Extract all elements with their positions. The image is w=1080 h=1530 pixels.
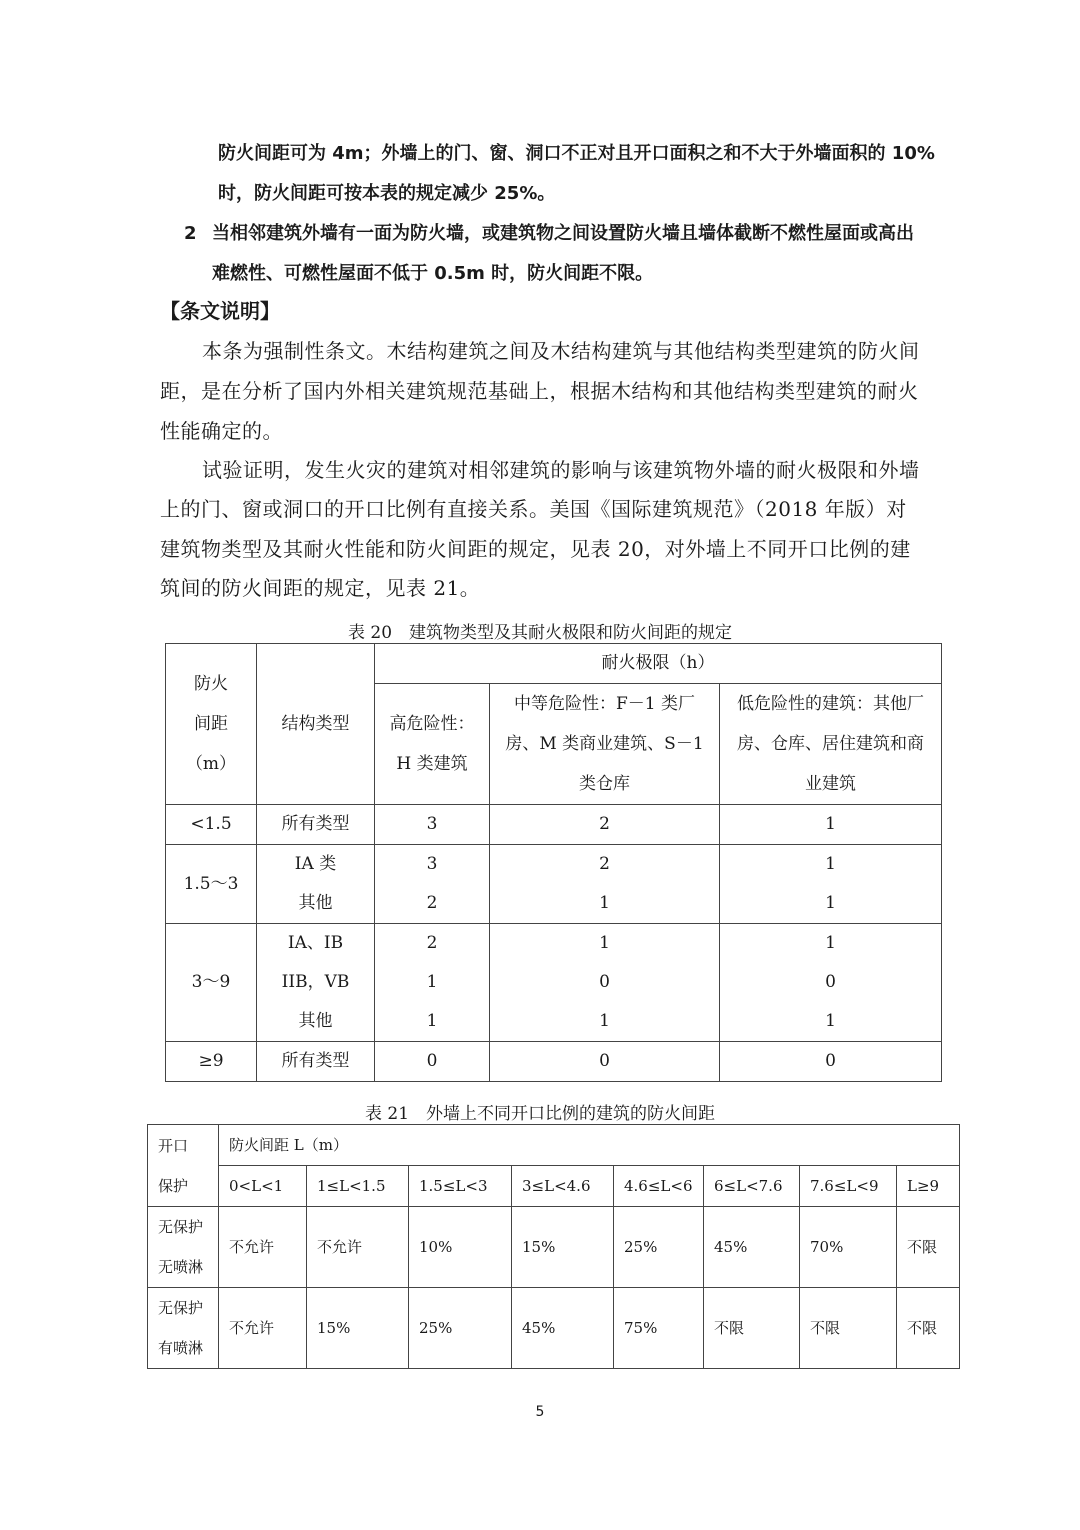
header-text-line: 类仓库 — [579, 774, 630, 794]
header-text-line: 有喷淋 — [158, 1339, 204, 1357]
medium-hazard-cell: 2 — [490, 805, 720, 845]
paragraph-line: 建筑物类型及其耐火性能和防火间距的规定，见表 20，对外墙上不同开口比例的建 — [160, 537, 911, 561]
ratio-cell: 不限 — [897, 1207, 960, 1288]
ratio-cell: 不限 — [800, 1288, 897, 1369]
header-text-line: 高危险性： — [389, 714, 475, 734]
header-text-line: 无喷淋 — [158, 1258, 204, 1276]
ratio-cell: 15% — [307, 1288, 409, 1369]
range-header-cell: 6≤L<7.6 — [704, 1166, 800, 1207]
clause-item-number: 2 — [184, 223, 197, 244]
ratio-cell: 70% — [800, 1207, 897, 1288]
clause-text-line: 防火间距可为 4m；外墙上的门、窗、洞口不正对且开口面积之和不大于外墙面积的 10% — [218, 143, 935, 164]
protection-label-cell — [148, 1288, 219, 1369]
table-21 — [147, 1124, 960, 1369]
ratio-cell: 不允许 — [219, 1207, 307, 1288]
header-text-line: 业建筑 — [805, 774, 856, 794]
ratio-cell: 不限 — [704, 1288, 800, 1369]
paragraph-line: 本条为强制性条文。木结构建筑之间及木结构建筑与其他结构类型建筑的防火间 — [202, 339, 920, 363]
table-row — [166, 924, 942, 964]
ratio-cell: 不允许 — [219, 1288, 307, 1369]
medium-hazard-cell: 1 — [490, 924, 720, 964]
header-fire-rating: 耐火极限（h） — [375, 644, 942, 684]
structure-type-cell: 所有类型 — [257, 1042, 375, 1082]
table20-caption: 表 20 建筑物类型及其耐火极限和防火间距的规定 — [347, 623, 733, 643]
low-hazard-cell: 1 — [720, 884, 942, 924]
low-hazard-cell: 0 — [720, 1042, 942, 1082]
ratio-cell: 75% — [614, 1288, 704, 1369]
medium-hazard-cell: 1 — [490, 1002, 720, 1042]
table21-caption: 表 21 外墙上不同开口比例的建筑的防火间距 — [364, 1104, 716, 1124]
ratio-cell: 45% — [512, 1288, 614, 1369]
structure-type-cell: 其他 — [257, 1002, 375, 1042]
header-text-line: 间距 — [194, 714, 228, 734]
table-row — [148, 1207, 960, 1288]
structure-type-cell: IA 类 — [257, 845, 375, 885]
ratio-cell: 25% — [614, 1207, 704, 1288]
header-text-line: H 类建筑 — [396, 754, 468, 774]
structure-type-cell: 其他 — [257, 884, 375, 924]
header-low-hazard — [720, 684, 942, 805]
range-header-cell: 0<L<1 — [219, 1166, 307, 1207]
range-header-cell: 1≤L<1.5 — [307, 1166, 409, 1207]
ratio-cell: 15% — [512, 1207, 614, 1288]
medium-hazard-cell: 1 — [490, 884, 720, 924]
header-high-hazard — [375, 684, 490, 805]
table-20 — [165, 643, 942, 1082]
header-structure-type: 结构类型 — [257, 644, 375, 805]
table-row — [166, 884, 942, 924]
low-hazard-cell: 1 — [720, 805, 942, 845]
header-distance-l: 防火间距 L（m） — [219, 1125, 960, 1166]
ratio-cell: 45% — [704, 1207, 800, 1288]
section-title: 【条文说明】 — [160, 299, 280, 323]
header-text-line: 房、M 类商业建筑、S－1 — [505, 734, 704, 754]
low-hazard-cell: 1 — [720, 924, 942, 964]
table-row — [166, 1042, 942, 1082]
header-text-line: （m） — [185, 754, 237, 774]
paragraph-line: 试验证明，发生火灾的建筑对相邻建筑的影响与该建筑物外墙的耐火极限和外墙 — [202, 458, 920, 482]
paragraph-line: 筑间的防火间距的规定，见表 21。 — [160, 576, 481, 600]
header-opening-protection — [148, 1125, 219, 1207]
header-text-line: 房、仓库、居住建筑和商 — [737, 734, 924, 754]
high-hazard-cell: 3 — [375, 805, 490, 845]
range-header-cell: 7.6≤L<9 — [800, 1166, 897, 1207]
clause-text-line: 时，防火间距可按本表的规定减少 25%。 — [218, 183, 556, 204]
header-medium-hazard — [490, 684, 720, 805]
header-text-line: 防火 — [194, 674, 228, 694]
high-hazard-cell: 1 — [375, 1002, 490, 1042]
high-hazard-cell: 1 — [375, 963, 490, 1002]
paragraph-line: 性能确定的。 — [160, 419, 283, 443]
low-hazard-cell: 1 — [720, 1002, 942, 1042]
table-row — [166, 1002, 942, 1042]
structure-type-cell: IIB，VB — [257, 963, 375, 1002]
range-header-cell: 4.6≤L<6 — [614, 1166, 704, 1207]
header-text-line: 低危险性的建筑：其他厂 — [737, 694, 924, 714]
paragraph-line: 距，是在分析了国内外相关建筑规范基础上，根据木结构和其他结构类型建筑的耐火 — [160, 379, 919, 403]
clause-text-line: 当相邻建筑外墙有一面为防火墙，或建筑物之间设置防火墙且墙体截断不燃性屋面或高出 — [212, 223, 914, 244]
distance-cell: 3～9 — [166, 924, 257, 1042]
low-hazard-cell: 0 — [720, 963, 942, 1002]
header-distance — [166, 644, 257, 805]
clause-text-line: 难燃性、可燃性屋面不低于 0.5m 时，防火间距不限。 — [212, 263, 654, 284]
medium-hazard-cell: 0 — [490, 963, 720, 1002]
distance-cell: ≥9 — [166, 1042, 257, 1082]
ratio-cell: 10% — [409, 1207, 512, 1288]
ratio-cell: 不允许 — [307, 1207, 409, 1288]
ratio-cell: 25% — [409, 1288, 512, 1369]
header-text-line: 保护 — [158, 1176, 189, 1195]
medium-hazard-cell: 2 — [490, 845, 720, 885]
header-text-line: 无保护 — [158, 1218, 204, 1236]
distance-cell: <1.5 — [166, 805, 257, 845]
high-hazard-cell: 2 — [375, 924, 490, 964]
high-hazard-cell: 2 — [375, 884, 490, 924]
protection-label-cell — [148, 1207, 219, 1288]
high-hazard-cell: 3 — [375, 845, 490, 885]
paragraph-line: 上的门、窗或洞口的开口比例有直接关系。美国《国际建筑规范》（2018 年版）对 — [160, 497, 907, 521]
range-header-cell: L≥9 — [897, 1166, 960, 1207]
structure-type-cell: IA、IB — [257, 924, 375, 964]
table-row — [166, 963, 942, 1002]
high-hazard-cell: 0 — [375, 1042, 490, 1082]
range-header-cell: 1.5≤L<3 — [409, 1166, 512, 1207]
structure-type-cell: 所有类型 — [257, 805, 375, 845]
header-text-line: 无保护 — [158, 1299, 204, 1317]
medium-hazard-cell: 0 — [490, 1042, 720, 1082]
low-hazard-cell: 1 — [720, 845, 942, 885]
range-header-cell: 3≤L<4.6 — [512, 1166, 614, 1207]
page-number: 5 — [535, 1404, 545, 1420]
ratio-cell: 不限 — [897, 1288, 960, 1369]
header-text-line: 中等危险性：F－1 类厂 — [513, 694, 695, 714]
table-row — [166, 845, 942, 885]
table-row — [166, 805, 942, 845]
header-text-line: 开口 — [158, 1136, 189, 1155]
distance-cell: 1.5～3 — [166, 845, 257, 924]
table-row — [148, 1288, 960, 1369]
